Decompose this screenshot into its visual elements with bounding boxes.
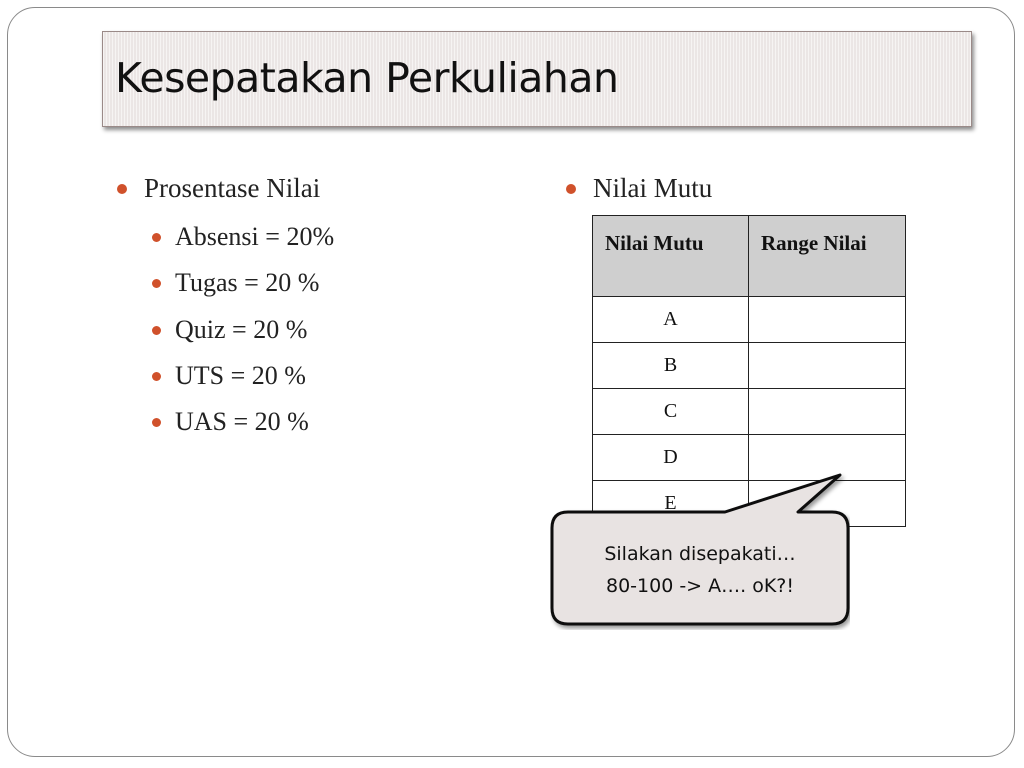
range-cell [749,343,906,389]
bullet-label: UAS = 20 % [175,407,309,436]
bullet-dot-icon [566,184,576,194]
bullet-label: Absensi = 20% [175,222,335,251]
bullet-nilai-mutu [593,173,712,204]
table-row [593,343,906,389]
bullet-uts [175,361,306,391]
bullet-label: Prosentase Nilai [144,173,321,203]
title-bar [102,31,972,127]
range-cell [749,389,906,435]
bullet-dot-icon [152,233,161,242]
table-row [593,389,906,435]
bullet-dot-icon [152,372,161,381]
bullet-absensi [175,222,334,252]
bullet-dot-icon [152,326,161,335]
grade-cell: D [593,435,749,481]
bullet-quiz [175,315,307,345]
bullet-uas [175,407,309,437]
callout-line-2: 80-100 -> A…. oK?! [605,575,794,597]
bullet-dot-icon [152,279,161,288]
column-header-range-nilai: Range Nilai [749,216,906,297]
slide-title: Kesepatakan Perkuliahan [115,54,619,102]
bullet-label: Tugas = 20 % [175,268,320,297]
bullet-label: UTS = 20 % [175,361,306,390]
callout-line-1: Silakan disepakati… [604,543,796,565]
table-header-row [593,216,906,297]
table-row [593,297,906,343]
callout-text [550,538,850,602]
column-header-nilai-mutu: Nilai Mutu [593,216,749,297]
bullet-prosentase-nilai [144,173,320,204]
bullet-label: Quiz = 20 % [175,315,308,344]
bullet-tugas [175,268,319,298]
grade-cell: C [593,389,749,435]
grade-cell: E [593,481,749,527]
bullet-dot-icon [152,418,161,427]
range-cell [749,297,906,343]
bullet-label: Nilai Mutu [593,173,713,203]
bullet-dot-icon [117,184,127,194]
grade-cell: B [593,343,749,389]
grade-cell: A [593,297,749,343]
